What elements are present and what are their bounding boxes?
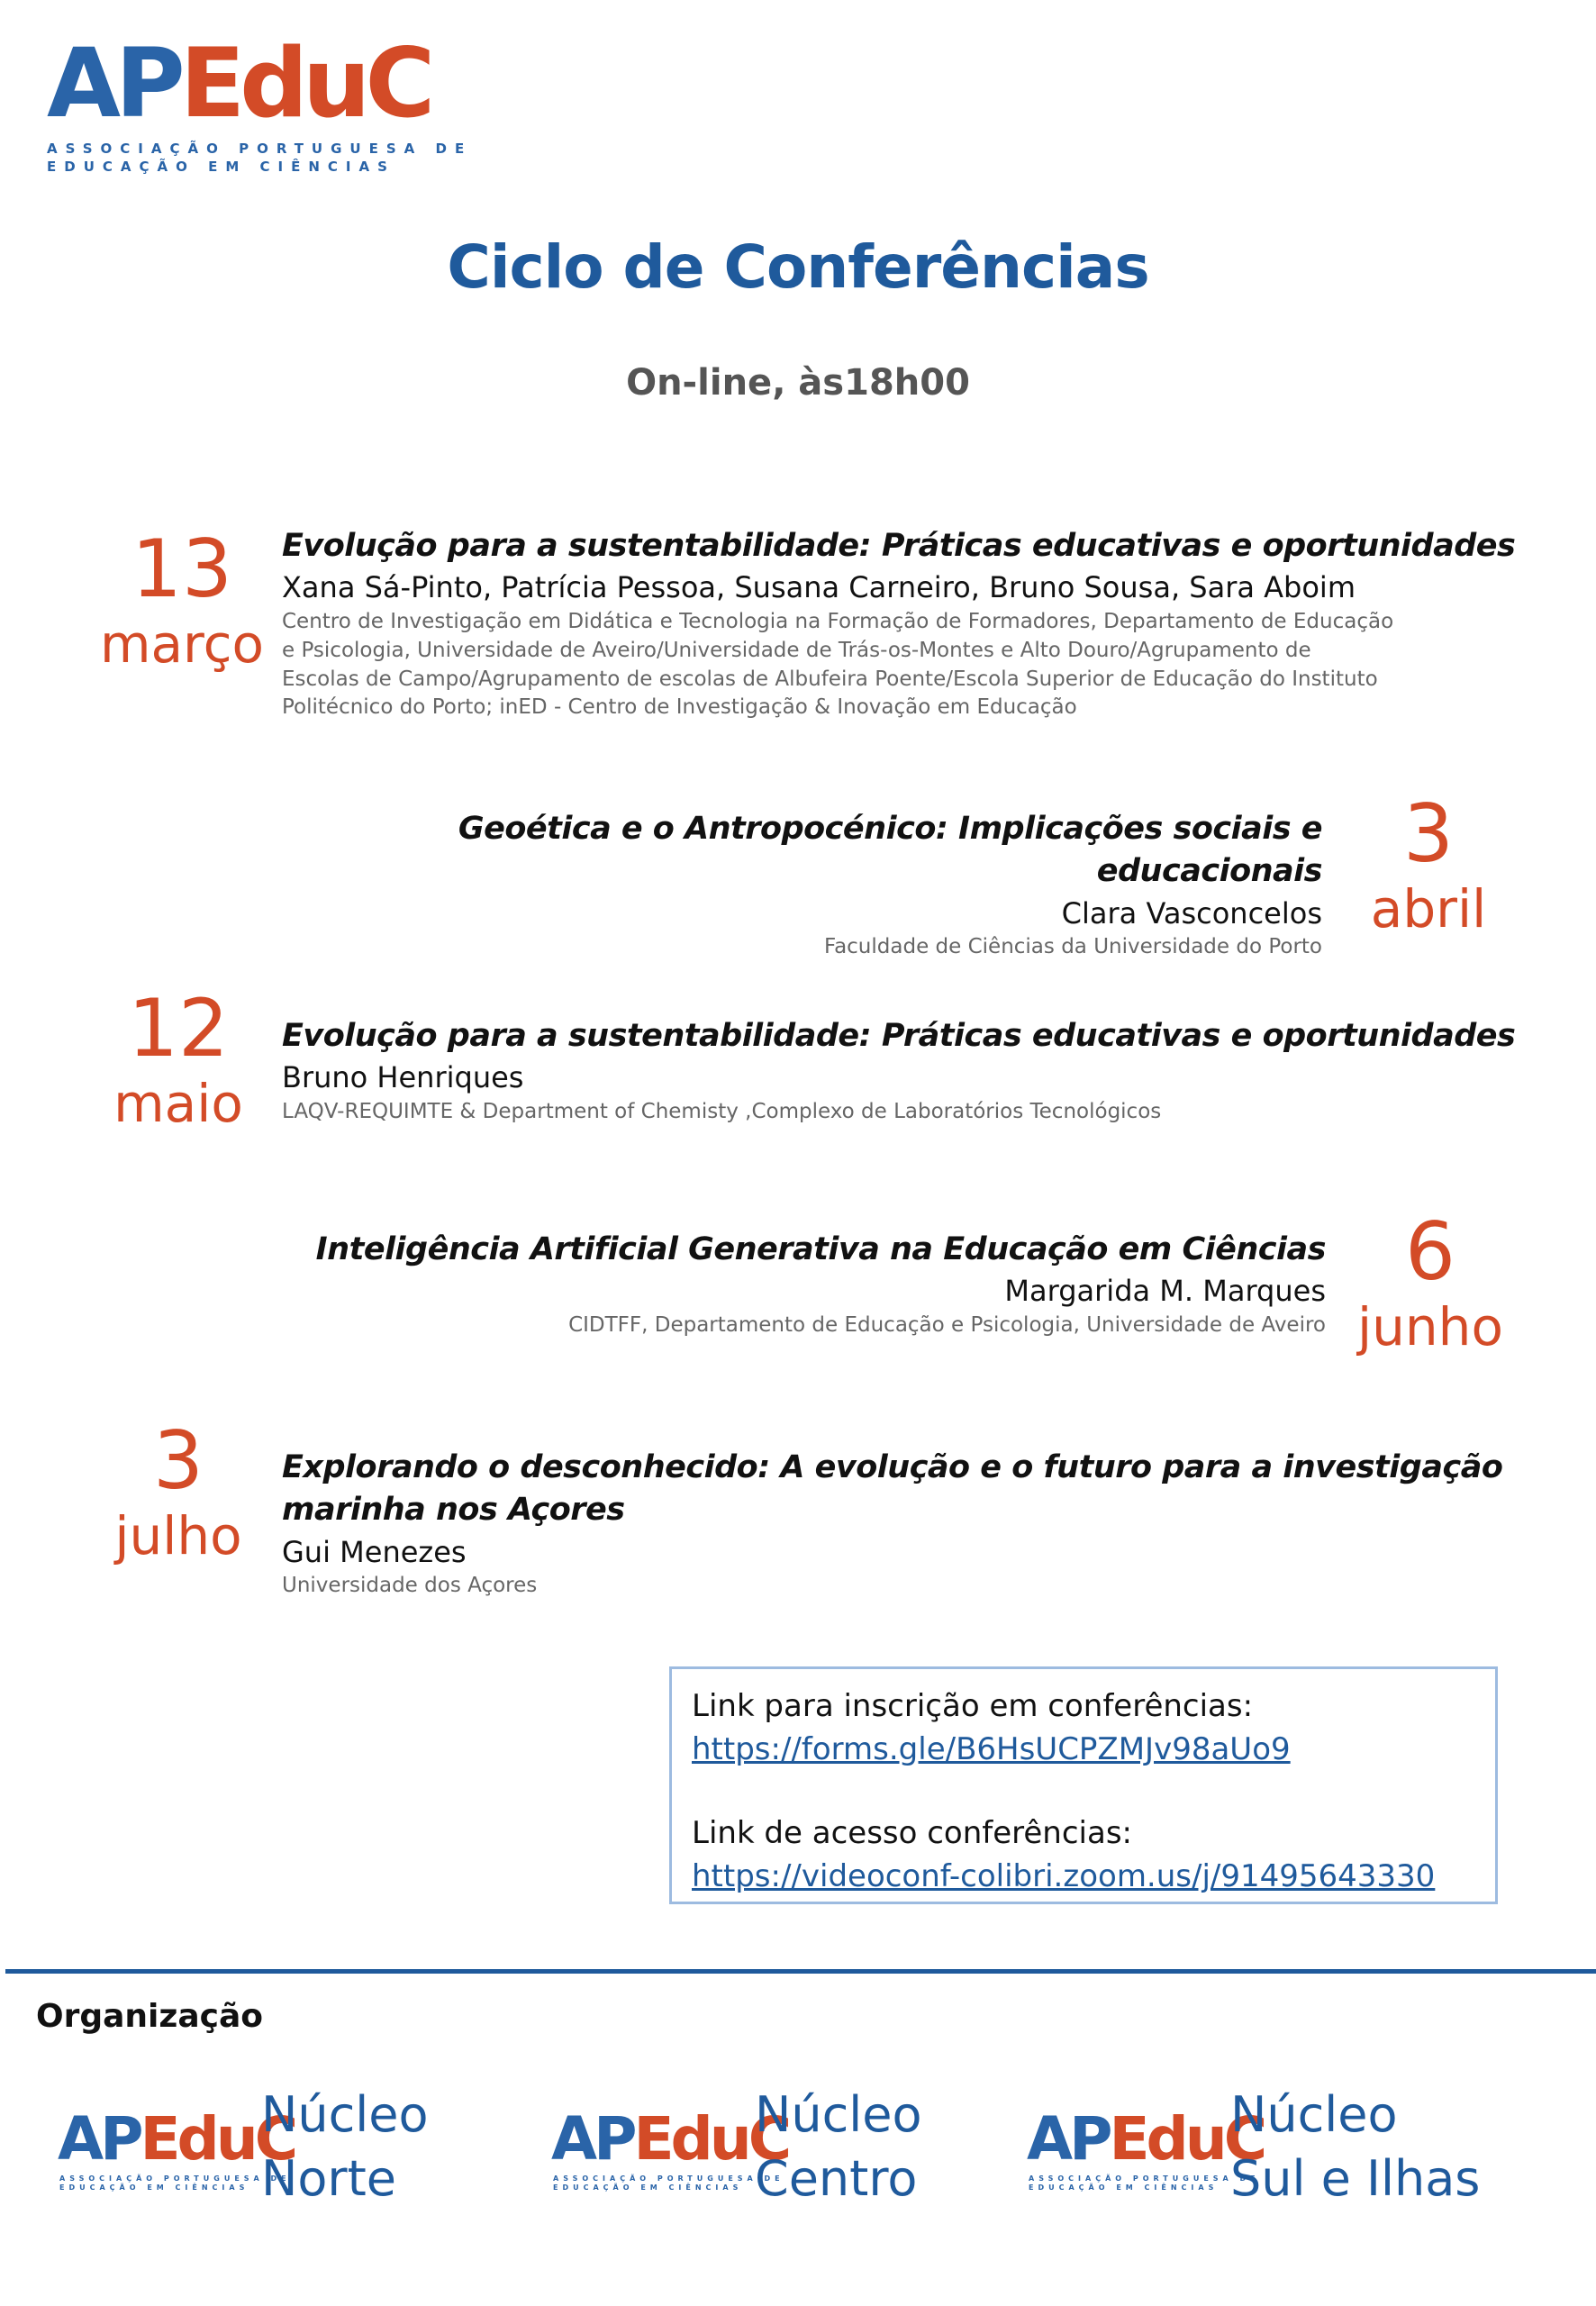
logo-subtitle-small: ASSOCIAÇÃO PORTUGUESA DE EDUCAÇÃO EM CIÊNCIAS [59,2174,291,2193]
conference-affiliation: CIDTFF, Departamento de Educação e Psicologia, Universidade de Aveiro [568,1313,1326,1338]
logo-subtitle-small: ASSOCIAÇÃO PORTUGUESA DE EDUCAÇÃO EM CIÊNCIAS [1029,2174,1260,2193]
footer-divider [5,1969,1596,1974]
conference-speakers: Bruno Henriques [282,1060,524,1095]
apeduc-logo-small: APEduC [1027,2104,1265,2174]
conference-1 [282,525,1543,722]
conference-2 [270,808,1322,962]
registration-link[interactable]: https://forms.gle/B6HsUCPZMJv98aUo9 [692,1730,1291,1767]
apeduc-logo-small: APEduC [551,2104,789,2174]
conference-title: Evolução para a sustentabilidade: Práticas educativas e oportunidades [282,1018,1516,1054]
conference-affiliation: Centro de Investigação em Didática e Tecnologia na Formação de Formadores, Departamento de Educação e Psicologia, Universidade de Aveiro/Universidade de Trás-os-Montes e Alto Douro/Agrupamento de Escolas de Campo/Agrupamento de escolas de Albufeira Poente/Escola Superior de Educação do Instituto Politécnico do Porto; inED - Centro de Investigação & Inovação em Educação [282,610,1394,720]
conference-affiliation: Faculdade de Ciências da Universidade do Porto [823,935,1322,959]
conference-date-3 [70,982,286,1134]
conference-date-1 [74,522,290,675]
conference-date-4 [1322,1205,1538,1357]
logo-subtitle-small: ASSOCIAÇÃO PORTUGUESA DE EDUCAÇÃO EM CIÊNCIAS [553,2174,784,2193]
conference-title: Evolução para a sustentabilidade: Práticas educativas e oportunidades [282,528,1516,564]
apeduc-logo-small: APEduC [58,2104,295,2174]
conference-speakers: Xana Sá-Pinto, Patrícia Pessoa, Susana Carneiro, Bruno Sousa, Sara Aboim [282,570,1356,605]
date-month: abril [1370,878,1487,940]
conference-speakers: Clara Vasconcelos [1061,895,1322,931]
page-subtitle: On-line, às18h00 [626,362,970,404]
date-day: 3 [1403,787,1454,880]
logo-subtitle: ASSOCIAÇÃO PORTUGUESA DE EDUCAÇÃO EM CIÊNCIAS [47,141,473,175]
access-link[interactable]: https://videoconf-colibri.zoom.us/j/91495643330 [692,1857,1436,1894]
date-month: maio [113,1073,243,1134]
date-day: 13 [131,522,232,615]
logo-wordmark: APEduC [47,28,431,139]
date-day: 12 [128,982,229,1075]
conference-speakers: Margarida M. Marques [1004,1274,1326,1309]
organization-label: Organização [36,1998,263,2035]
conference-speakers: Gui Menezes [282,1534,467,1569]
conference-title: Geoética e o Antropocénico: Implicações sociais e educacionais [458,811,1322,890]
date-month: junho [1357,1296,1503,1357]
conference-title: Inteligência Artificial Generativa na Educação em Ciências [315,1231,1326,1267]
date-month: março [100,613,264,675]
links-box [669,1666,1498,1904]
conference-4 [270,1229,1326,1340]
conference-affiliation: Universidade dos Açores [282,1574,538,1598]
nucleo-label: Núcleo Centro [755,2086,922,2208]
nucleo-label: Núcleo Sul e Ilhas [1230,2086,1481,2208]
access-label: Link de acesso conferências: [692,1815,1132,1852]
date-month: julho [114,1505,242,1566]
page-title: Ciclo de Conferências [447,232,1149,302]
conference-3 [282,1015,1543,1127]
date-day: 3 [153,1414,204,1507]
conference-title: Explorando o desconhecido: A evolução e o futuro para a investigação marinha nos Açores [282,1449,1503,1529]
registration-label: Link para inscrição em conferências: [692,1688,1254,1724]
conference-date-2 [1320,787,1537,940]
conference-affiliation: LAQV-REQUIMTE & Department of Chemisty ,Complexo de Laboratórios Tecnológicos [282,1100,1162,1124]
conference-5 [282,1447,1543,1601]
conference-date-5 [70,1414,286,1566]
date-day: 6 [1405,1205,1455,1298]
nucleo-label: Núcleo Norte [261,2086,429,2208]
